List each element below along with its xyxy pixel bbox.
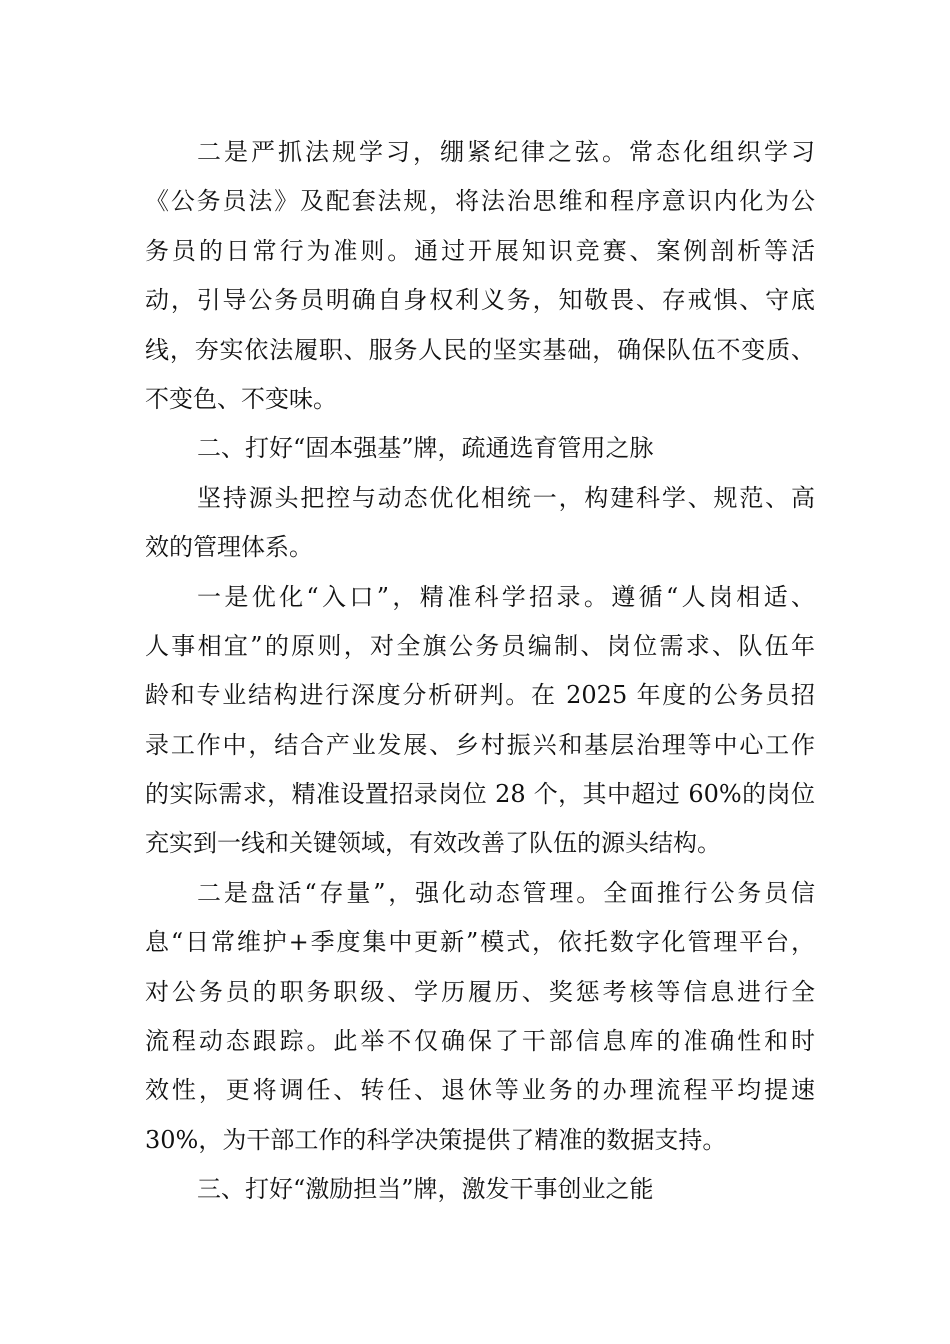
paragraph-line: 《公务员法》及配套法规，将法治思维和程序意识内化为公: [145, 187, 815, 216]
paragraph-line: 录工作中，结合产业发展、乡村振兴和基层治理等中心工作: [145, 730, 815, 759]
paragraph-line: 对公务员的职务职级、学历履历、奖惩考核等信息进行全: [145, 977, 815, 1006]
paragraph-line: 流程动态跟踪。此举不仅确保了干部信息库的准确性和时: [145, 1027, 815, 1056]
paragraph-line: 不变色、不变味。: [145, 384, 337, 413]
paragraph-line: 二是盘活“存量”，强化动态管理。全面推行公务员信: [197, 878, 815, 907]
paragraph-line: 二是严抓法规学习，绷紧纪律之弦。常态化组织学习: [197, 138, 815, 166]
paragraph-line: 一是优化“入口”，精准科学招录。遵循“人岗相适、: [197, 582, 815, 611]
paragraph-line: 线，夯实依法履职、服务人民的坚实基础，确保队伍不变质、: [145, 335, 815, 364]
paragraph-line: 龄和专业结构进行深度分析研判。在 2025 年度的公务员招: [145, 681, 815, 710]
paragraph-line: 的实际需求，精准设置招录岗位 28 个，其中超过 60%的岗位: [145, 780, 815, 809]
paragraph-line: 息“日常维护+季度集中更新”模式，依托数字化管理平台，: [145, 928, 815, 957]
paragraph-line: 务员的日常行为准则。通过开展知识竞赛、案例剖析等活: [145, 236, 815, 265]
paragraph-line: 充实到一线和关键领域，有效改善了队伍的源头结构。: [145, 829, 721, 858]
paragraph-line: 动，引导公务员明确自身权利义务，知敬畏、存戒惧、守底: [145, 286, 815, 315]
paragraph-line: 坚持源头把控与动态优化相统一，构建科学、规范、高: [197, 483, 815, 512]
paragraph-line: 人事相宜”的原则，对全旗公务员编制、岗位需求、队伍年: [145, 631, 815, 660]
section-heading: 二、打好“固本强基”牌，疏通选育管用之脉: [197, 434, 654, 463]
section-heading: 三、打好“激励担当”牌，激发干事创业之能: [197, 1175, 654, 1204]
paragraph-line: 30%，为干部工作的科学决策提供了精准的数据支持。: [145, 1125, 727, 1154]
document-body: [145, 128, 815, 1215]
paragraph-line: 效性，更将调任、转任、退休等业务的办理流程平均提速: [145, 1076, 815, 1105]
paragraph-line: 效的管理体系。: [145, 533, 313, 562]
